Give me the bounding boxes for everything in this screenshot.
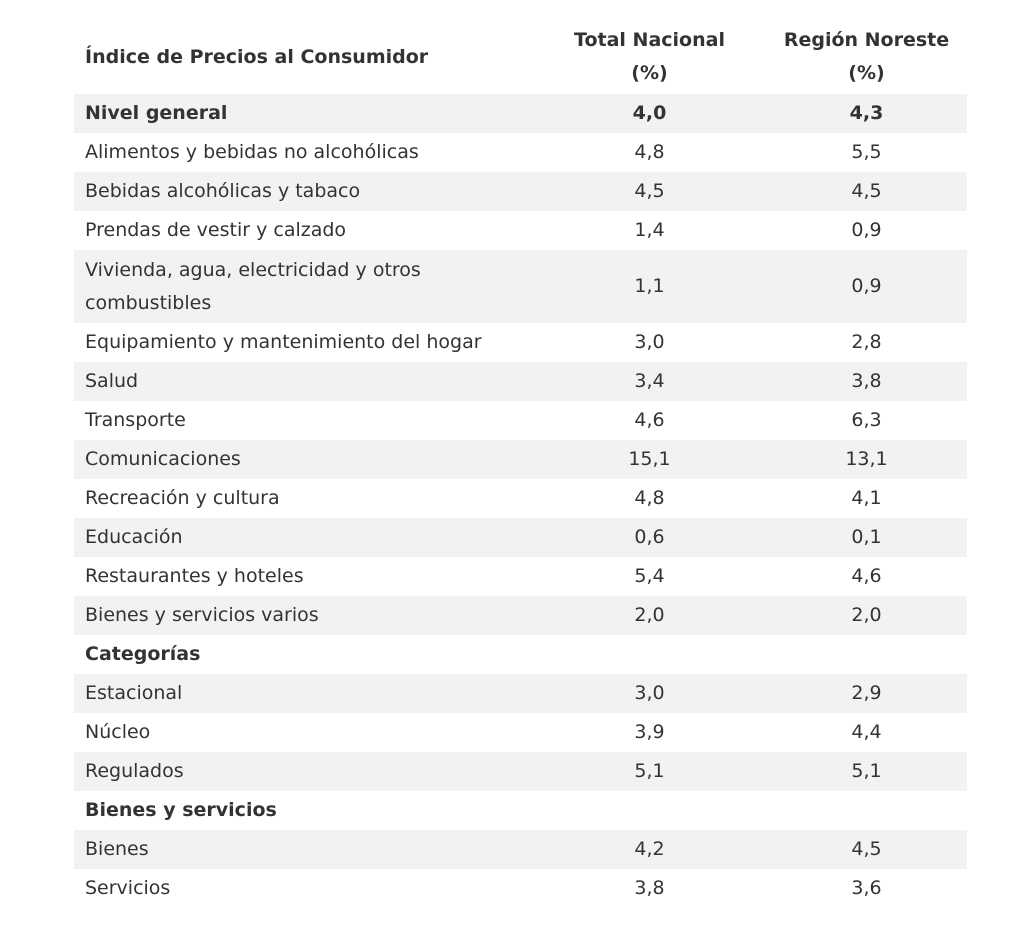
table-row xyxy=(74,752,967,791)
row-label: Educación xyxy=(74,518,533,557)
header-total-nacional xyxy=(533,22,766,94)
row-label: Bienes y servicios varios xyxy=(74,596,533,635)
row-label: Servicios xyxy=(85,877,171,899)
row-label: Núcleo xyxy=(85,721,151,743)
row-label: Equipamiento y mantenimiento del hogar xyxy=(85,331,482,353)
table-row xyxy=(74,596,967,635)
row-label: Salud xyxy=(74,362,533,401)
row-region-noreste: 4,6 xyxy=(851,565,882,587)
row-total-nacional: 3,4 xyxy=(533,362,766,401)
table-row xyxy=(74,323,967,362)
row-label: Prendas de vestir y calzado xyxy=(85,219,347,241)
table-row xyxy=(74,830,967,869)
row-total-nacional: 3,0 xyxy=(533,674,766,713)
row-total-nacional: 1,1 xyxy=(533,250,766,323)
row-region-noreste: 4,3 xyxy=(766,94,967,133)
table-header xyxy=(74,22,967,94)
row-region-noreste: 0,9 xyxy=(851,219,882,241)
row-total-nacional: 4,2 xyxy=(533,830,766,869)
table-row xyxy=(74,133,967,172)
row-label: Bienes xyxy=(74,830,533,869)
header-row xyxy=(74,22,967,94)
table-row xyxy=(74,172,967,211)
row-total-nacional: 4,8 xyxy=(634,141,665,163)
row-region-noreste: 3,6 xyxy=(851,877,882,899)
table-row xyxy=(74,440,967,479)
row-region-noreste: 5,5 xyxy=(851,141,882,163)
row-label: Recreación y cultura xyxy=(85,487,280,509)
section-row-bienes-y-servicios xyxy=(74,791,967,830)
row-region-noreste: 2,9 xyxy=(766,674,967,713)
table-body xyxy=(74,94,967,908)
row-label: Vivienda, agua, electricidad y otros combustibles xyxy=(74,250,533,323)
row-region-noreste: 4,5 xyxy=(766,172,967,211)
table-row xyxy=(74,557,967,596)
table-row xyxy=(74,518,967,557)
row-label: Estacional xyxy=(74,674,533,713)
ipc-table xyxy=(74,22,967,908)
row-total-nacional: 15,1 xyxy=(533,440,766,479)
row-region-noreste: 5,1 xyxy=(766,752,967,791)
row-total-nacional: 1,4 xyxy=(634,219,665,241)
table-row xyxy=(74,674,967,713)
row-total-nacional: 4,6 xyxy=(634,409,665,431)
row-region-noreste: 6,3 xyxy=(851,409,882,431)
table-row xyxy=(74,479,967,518)
table-row xyxy=(74,94,967,133)
row-region-noreste: 3,8 xyxy=(766,362,967,401)
table-row xyxy=(74,250,967,323)
header-total-nacional-title: Total Nacional xyxy=(574,29,725,51)
row-label: Comunicaciones xyxy=(74,440,533,479)
table-row xyxy=(74,713,967,752)
row-region-noreste xyxy=(766,791,967,830)
row-label: Bebidas alcohólicas y tabaco xyxy=(74,172,533,211)
row-label: Nivel general xyxy=(74,94,533,133)
ipc-table-container xyxy=(74,22,967,908)
row-total-nacional: 2,0 xyxy=(533,596,766,635)
section-label: Categorías xyxy=(85,643,201,665)
row-region-noreste: 4,5 xyxy=(766,830,967,869)
row-total-nacional: 4,8 xyxy=(634,487,665,509)
header-region-noreste-title: Región Noreste xyxy=(783,29,950,51)
header-region-noreste-unit: (%) xyxy=(848,62,885,84)
row-total-nacional xyxy=(533,791,766,830)
header-total-nacional-unit: (%) xyxy=(631,62,668,84)
row-region-noreste: 13,1 xyxy=(766,440,967,479)
row-total-nacional xyxy=(533,635,766,674)
row-total-nacional: 0,6 xyxy=(533,518,766,557)
row-label: Restaurantes y hoteles xyxy=(85,565,304,587)
row-label: Transporte xyxy=(85,409,186,431)
row-label: Alimentos y bebidas no alcohólicas xyxy=(85,141,419,163)
row-region-noreste: 0,9 xyxy=(766,250,967,323)
table-row xyxy=(74,869,967,908)
row-region-noreste: 4,4 xyxy=(851,721,882,743)
row-total-nacional: 5,4 xyxy=(634,565,665,587)
row-region-noreste: 2,8 xyxy=(851,331,882,353)
header-region-noreste xyxy=(766,22,967,94)
table-row xyxy=(74,401,967,440)
section-label: Bienes y servicios xyxy=(85,799,277,821)
row-total-nacional: 4,5 xyxy=(533,172,766,211)
row-total-nacional: 3,0 xyxy=(634,331,665,353)
table-row xyxy=(74,211,967,250)
row-total-nacional: 4,0 xyxy=(533,94,766,133)
row-region-noreste: 0,1 xyxy=(766,518,967,557)
row-total-nacional: 3,9 xyxy=(634,721,665,743)
row-label: Regulados xyxy=(74,752,533,791)
header-label: Índice de Precios al Consumidor xyxy=(85,45,429,68)
row-region-noreste xyxy=(766,635,967,674)
section-row-categorias xyxy=(74,635,967,674)
row-region-noreste: 4,1 xyxy=(851,487,882,509)
row-total-nacional: 3,8 xyxy=(634,877,665,899)
row-region-noreste: 2,0 xyxy=(766,596,967,635)
table-row xyxy=(74,362,967,401)
row-total-nacional: 5,1 xyxy=(533,752,766,791)
